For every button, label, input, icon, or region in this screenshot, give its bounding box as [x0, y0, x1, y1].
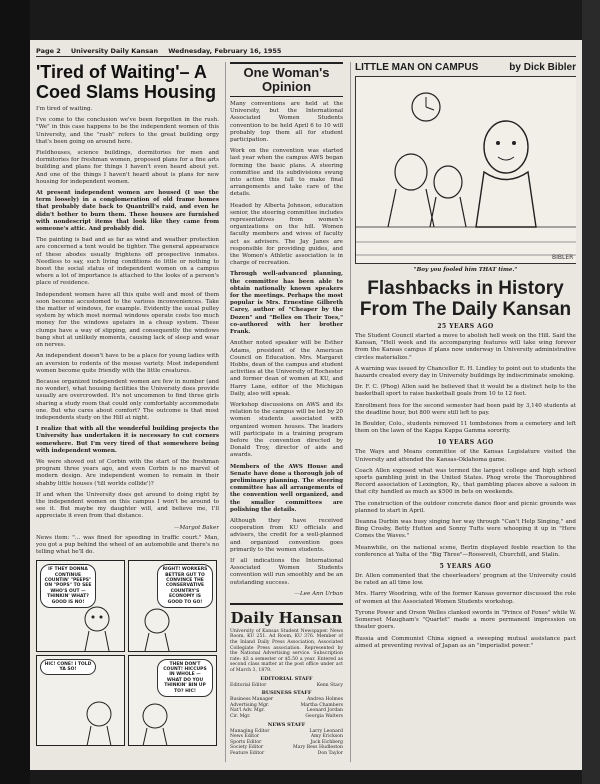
paragraph: Through well-advanced planning, the committee has been able to obtain nationally known speakers for the meetings. Perhaps the most popular is Mrs. Ernestine Gilbreth Carey, author of "Cheaper by the Dozen" and "Belles on Their Toes," co-authored with her brother Frank.	[230, 271, 343, 336]
paragraph: I realize that with all the wonderful building projects the University has undertaken it is necessary to cut corners somewhere. But I'm very tired of that somewhere being with independent women.	[36, 426, 219, 454]
speech-bubble: THEN DON'T COUNT! HICCUPS IN WHOLE — WHAT DO YOU THINKIN' BIN UP TO? HIC!	[157, 659, 213, 697]
opinion-title: One Woman's Opinion	[230, 62, 343, 97]
flashback-item: Coach Allen exposed what was termed the largest college and high school sports gambling joint in the United States. Phog wrote the Thoroughbred Record association of Lexington, Ky., that gambling places above a saloon in that city handled as much as $500 in bets on weekends.	[355, 467, 576, 496]
flashback-item: Tyrone Power and Orson Welles clanked swords in "Prince of Foxes" while W. Somerset Maugham's "Quartet" made a more permanent impression on theater goers.	[355, 609, 576, 631]
flashback-item: Dr. Allen commented that the cheerleaders' program at the University could be rated an all time low.	[355, 573, 576, 587]
author-signature: —Lee Ann Urban	[294, 590, 343, 597]
paragraph: Headed by Alberta Johnson, education senior, the steering committee includes representatives from women's organizations on the hill. Women faculty members and wives of faculty act as advisers. The Jay Janes are responsible for providing guides, and the Women's Athletic association is in charge of recreation.	[230, 202, 343, 267]
book-binding	[0, 0, 30, 784]
paragraph: The painting is bad and as far as wind and weather protection are concerned a tent would be tighter. The general appearance of these abodes usually frightens off prospective inmates. Needless to say, such living conditions do little or nothing to boost the social status of independent women on a campus where a lot of importance is attached to the looks of a person's place of residence.	[36, 237, 219, 287]
comic-figure-icon	[129, 656, 217, 747]
comic-panel	[36, 655, 125, 747]
flashback-item: Russia and Communist China signed a sweeping mutual assistance pact aimed at preventing revival of Japan as an "imperialist power."	[355, 635, 576, 649]
section-heading: 5 YEARS AGO	[439, 563, 492, 571]
issue-date: Wednesday, February 16, 1955	[168, 46, 282, 55]
paragraph: Because organized independent women are few in number (and no wonder), what housing facilities the University does provide usually are overcrowded. It's not uncommon to find three girls sharing a study room that could only comfortably accommodate one. But who cares about comfort? The outcome is that most independents study on the Hill at night.	[36, 378, 219, 421]
editorial-headline: 'Tired of Waiting'– A Coed Slams Housing	[36, 62, 217, 102]
flashback-item: Mrs. Harry Woodring, wife of the former Kansas governor discussed the role of women at the Associated Women Students workshop.	[355, 591, 576, 605]
cartoon-title: LITTLE MAN ON CAMPUS	[355, 62, 479, 73]
staff-row: Society Editor Mary Bess Hudleston	[230, 745, 343, 751]
flashbacks-headline: Flashbacks in History From The Daily Kansan	[359, 278, 572, 320]
author-signature: —Margot Baker	[173, 524, 219, 531]
comic-strip	[36, 560, 217, 746]
flashback-item: Dr. F. C. (Phog) Allen said he believed that it would be a distinct help to the basketball sport to raise basketball goals from 10 to 12 feet.	[355, 384, 576, 398]
cartoon-header	[355, 62, 576, 74]
svg-text:BIBLER: BIBLER	[552, 254, 574, 261]
comic-panel	[36, 560, 125, 652]
paragraph: An independent doesn't have to be a place for young ladies with an aversion to rodents of the mouse variety. Most independent women become quite friendly with the little creatures.	[36, 353, 219, 374]
cartoon-author: by Dick Bibler	[509, 62, 576, 73]
masthead-text: University of Kansas Student Newspaper. News Room, KU 251. Ad Room, KU 376. Member of the Inland Daily Press Association, Associated Collegiate Press association. Represented by the National Advertising service. Subscription rate: $3 a semester or $5.50 a year. Entered as second class matter at the post office under act of March 3, 1879.	[230, 628, 343, 673]
paragraph: At present independent women are housed (I use the term loosely) in a conglomeration of old frame homes that probably date back to Quantrill's raid, and even he didn't bother to burn them. These houses are furnished with nondescript items that look like they came from someone's attic. And probably did.	[36, 190, 219, 233]
paragraph: Although they have received cooperation from KU officials and advisers, the credit for a well-planned and organized convention goes primarily to the women students.	[230, 517, 343, 553]
staff-heading: EDITORIAL STAFF	[260, 675, 313, 682]
flashback-item: Deanna Durbin was busy singing her way through "Can't Help Singing," and Bing Crosby, Betty Hutton and Sonny Tufts were whooping it up in "Here Comes the Waves."	[355, 519, 576, 540]
paragraph: We were shoved out of Corbin with the start of the freshman program three years ago, and even Corbin is no marvel of modern design. Are independent women to remain in their shabby little houses ('till worlds collide')?	[36, 458, 219, 487]
paper-name: University Daily Kansan	[70, 46, 159, 55]
paragraph: Another noted speaker will be Esther Adams, president of the American Council on Education. Mrs. Margaret Hobbs, dean of the campus and student activities at the University of Rochester and former dean of women at KU, and Harry Lane, editor of the Michigan Daily, also will speak.	[230, 340, 343, 397]
page-number: Page 2	[36, 46, 61, 55]
column-opinion	[225, 62, 343, 762]
comic-figure-icon	[37, 656, 125, 747]
newspaper-page	[30, 40, 582, 770]
flashback-item: Enrollment fees for the second semester had been paid by 3,140 students at the deadline hour, but 800 were still left to pay.	[355, 402, 576, 416]
paragraph: If all indications the International Associated Women Students convention will run smoothly and be an outstanding success.	[230, 557, 343, 586]
little-man-cartoon	[355, 76, 576, 264]
column-features	[350, 62, 576, 762]
section-heading: 25 YEARS AGO	[437, 323, 494, 330]
staff-row: Editorial Editor Kenn Stacy	[230, 682, 343, 688]
paragraph: I've come to the conclusion we've been forgotten in the rush. "We" in this case happens to be the independent women of this University, and the "rush" refers to the great building orgy that's been going on around here.	[36, 117, 219, 145]
masthead	[230, 603, 343, 757]
staff-row: Business Manager Andrea Holmes	[230, 697, 343, 703]
flashback-item: The Ways and Means committee of the Kansas Legislature visited the University and attended the Kansas-Oklahoma game.	[355, 449, 576, 463]
cartoon-drawing-icon	[356, 77, 576, 264]
page-header	[36, 45, 576, 57]
staff-heading: NEWS STAFF	[267, 721, 306, 728]
section-heading: 10 YEARS AGO	[437, 439, 494, 447]
comic-figure-icon	[129, 561, 217, 652]
comic-panel	[128, 655, 217, 747]
news-item: News item: "... was fined for speeding in traffic court." Man, you got a pup behind the wheel of an automobile and there's no telling what he'll do.	[36, 534, 219, 555]
speech-bubble: RIGHT! WORKERS BETTER GUT TO CONVINCE THE CONSERVATIVE COUNTRY'S ECONOMY IS GOOD TO GO!	[157, 564, 213, 608]
comic-figure-icon	[37, 561, 125, 652]
page-edge	[582, 0, 600, 784]
comic-panel	[128, 560, 217, 652]
paragraph: I'm tired of waiting.	[36, 106, 93, 112]
staff-heading: BUSINESS STAFF	[261, 690, 312, 697]
speech-bubble: HIC! CONE! I TOLD YA SO!	[40, 659, 96, 676]
paragraph: Members of the AWS House and Senate have done a thorough job of preliminary planning. The steering committee has all arrangements of the convention well organized, and the smaller committees are polishing the details.	[230, 463, 343, 513]
flashback-item: A warning was issued by Chancellor E. H. Lindley to point out to students the hazards created every day in University buildings by indiscriminate smoking.	[355, 365, 576, 380]
paragraph: Many conventions are held at the University, but the International Associated Women Students convention to be held April 6 to 10 will probably top them all for student participation.	[230, 101, 343, 144]
flashback-item: Meanwhile, on the national scene, Berlin displayed feeble reaction to the conference at Yalta of the "Big Three"—Roosevelt, Churchill, and Stalin.	[355, 544, 576, 558]
flashback-item: In Boulder, Colo., students removed 11 tombstones from a cemetery and left them on the lawn of the Kappa Kappa Gamma sorority.	[355, 421, 576, 435]
cartoon-caption: "Boy you fooled him THAT time."	[413, 267, 518, 273]
staff-row: Managing Editor Larry Leonard	[230, 728, 343, 734]
paragraph: Workshop discussions on AWS and its relation to the campus will be led by 20 women students associated with organized women houses. The leaders will participate in a training program before the convention directed by Donald Troy, director of aids and awards.	[230, 401, 343, 459]
masthead-title: Daily Hansan	[230, 608, 343, 627]
paragraph: Independent women have all this quite well and most of them soon become accustomed to the various inconveniences. Take the matter of windows, for example. Evidently the usual pulley system by which most normal windows operate costs too much money for the windows upstairs in a cheap system. These clumps have a way of slipping, and consequently the windows bang shut at unlikely moments, causing lack of sleep and wear on nerves.	[36, 291, 219, 349]
speech-bubble: IF THEY DONNA CONTINUE COUNTIN' "PEEPS" ON "POPS" TO SEE WHO'S OUT — THINKIN' WHAT? GOOD IS NO!	[40, 564, 96, 608]
staff-row: Cir. Mgr. Georgia Walters	[230, 713, 343, 719]
staff-row: Advertising Mgr. Martha Chambers	[230, 702, 343, 708]
flashback-item: The Student Council started a move to abolish hell week on the Hill. Said the Kansan, "Hell week and its accompanying features will take wing forever from the Kansas campus if plans now underway in University administrative circles materialize."	[355, 333, 576, 361]
flashback-item: The construction of the outdoor concrete dance floor and picnic grounds was planned to start in April.	[355, 500, 576, 514]
paragraph: Fieldhouses, science buildings, dormitories for men and dormitories for freshman women, proposed plans for a fine arts building and plans for things I haven't even heard about yet. And one of the things I haven't heard about is plans for new housing for independent women.	[36, 150, 219, 185]
column-editorial	[36, 62, 219, 762]
paragraph: Work on the convention was started last year when the campus AWS began forming the basic plans. A steering committee and its subdivisions swung into action this fall to make final arrangements and take care of the details.	[230, 148, 343, 198]
staff-row: Nat'l Adv. Mgr. Leonard Jordan	[230, 708, 343, 714]
staff-row: Sports Editor Jack Eichberg	[230, 739, 343, 745]
paragraph: If and when the University does get around to doing right by the independent women on this campus I won't be around to see it. But maybe my daughter will, and believe me, I'll appreciate it even from that distance.	[36, 491, 219, 520]
staff-row: Feature Editor Don Taylor	[230, 750, 343, 756]
staff-row: News Editor Amy Erickson	[230, 734, 343, 740]
